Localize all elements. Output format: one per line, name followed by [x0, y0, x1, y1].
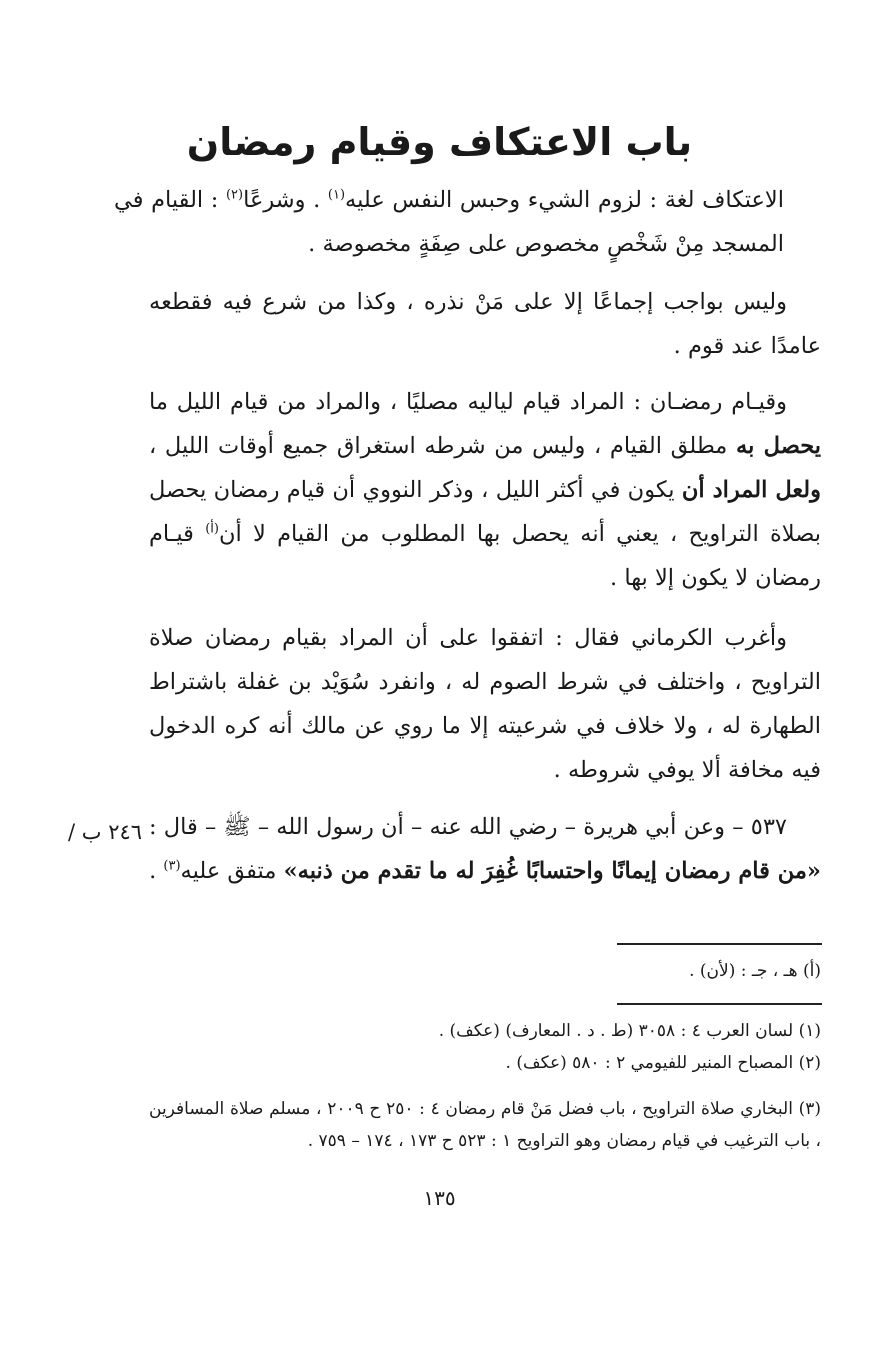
- hadith-text: متفق عليه: [180, 858, 284, 884]
- hadith-quote: «من قام رمضان إيمانًا واحتسابًا غُفِرَ له ما تقدم من ذنبه»: [283, 858, 821, 884]
- paragraph-text: وأغرب الكرماني فقال : اتفقوا على أن المراد بقيام رمضان صلاة التراويح ، واختلف في شرط الصوم له ، وانفرد سُوَيْد بن غفلة باشتراط الطهارة له ، ولا خلاف في شرعيته إلا ما روي عن مالك أنه كره الدخول فيه مخافة ألا يوفي شروطه .: [149, 625, 821, 783]
- footnote-ref-1: (١): [327, 187, 346, 203]
- paragraph-text: الاعتكاف لغة : لزوم الشيء وحبس النفس عليه: [345, 187, 784, 213]
- hadith-537: [149, 805, 821, 893]
- paragraph-text: وقيـام رمضـان : المراد قيام لياليه مصليًا ، والمراد من قيام الليل ما: [149, 389, 787, 415]
- paragraph-ruling: [149, 280, 821, 368]
- manuscript-folio-note: ٢٤٦ ب /: [68, 820, 143, 844]
- variant-footnote: (أ) هـ ، جـ : (لأن) .: [689, 961, 821, 981]
- paragraph-text: وليس بواجب إجماعًا إلا على مَنْ نذره ، وكذا من شرع فيه فقطعه عامدًا عند قوم .: [149, 289, 821, 359]
- footnote-ref-2: (٢): [225, 187, 244, 203]
- footnote-2: (٢) المصباح المنير للفيومي ٢ : ٥٨٠ (عكف) .: [505, 1053, 821, 1073]
- bold-phrase: يحصل به: [736, 433, 821, 459]
- hadith-text: ٥٣٧ – وعن أبي هريرة – رضي الله عنه – أن رسول الله – ﷺ – قال :: [149, 814, 787, 840]
- paragraph-text: : القيام في المسجد مِنْ شَخْصٍ مخصوص على صِفَةٍ مخصوصة .: [114, 187, 784, 257]
- paragraph-text: يكون في أكثر الليل ، وذكر النووي أن قيام رمضان يحصل بصلاة التراويح ، يعني أنه يحصل بها المطلوب من القيام لا أن: [149, 477, 822, 547]
- chapter-title: باب الاعتكاف وقيام رمضان: [186, 120, 693, 164]
- footnote-divider: [617, 1003, 822, 1005]
- bold-phrase: ولعل المراد أن: [681, 477, 821, 503]
- paragraph-definition: [114, 178, 784, 266]
- variant-ref-a: (أ): [205, 521, 219, 537]
- footnote-divider: [617, 943, 822, 945]
- footnote-1: (١) لسان العرب ٤ : ٣٠٥٨ (ط . د . المعارف) (عكف) .: [438, 1021, 821, 1041]
- hadith-text: .: [149, 858, 164, 884]
- footnote-3: (٣) البخاري صلاة التراويح ، باب فضل مَنْ قام رمضان ٤ : ٢٥٠ ح ٢٠٠٩ ، مسلم صلاة المسافرين ، باب الترغيب في قيام رمضان وهو التراويح ١ : ٥٢٣ ح ١٧٣ ، ١٧٤ – ٧٥٩ .: [149, 1099, 822, 1151]
- footnote-ref-3: (٣): [163, 858, 181, 874]
- paragraph-qiyam: [149, 380, 821, 600]
- paragraph-kirmani: [149, 616, 821, 792]
- page-number: ١٣٥: [423, 1186, 456, 1210]
- paragraph-text: . وشرعًا: [243, 187, 328, 213]
- paragraph-text: مطلق القيام ، وليس من شرطه استغراق جميع أوقات الليل ،: [149, 433, 736, 459]
- paragraph-text: قيـام رمضان لا يكون إلا بها .: [149, 521, 821, 591]
